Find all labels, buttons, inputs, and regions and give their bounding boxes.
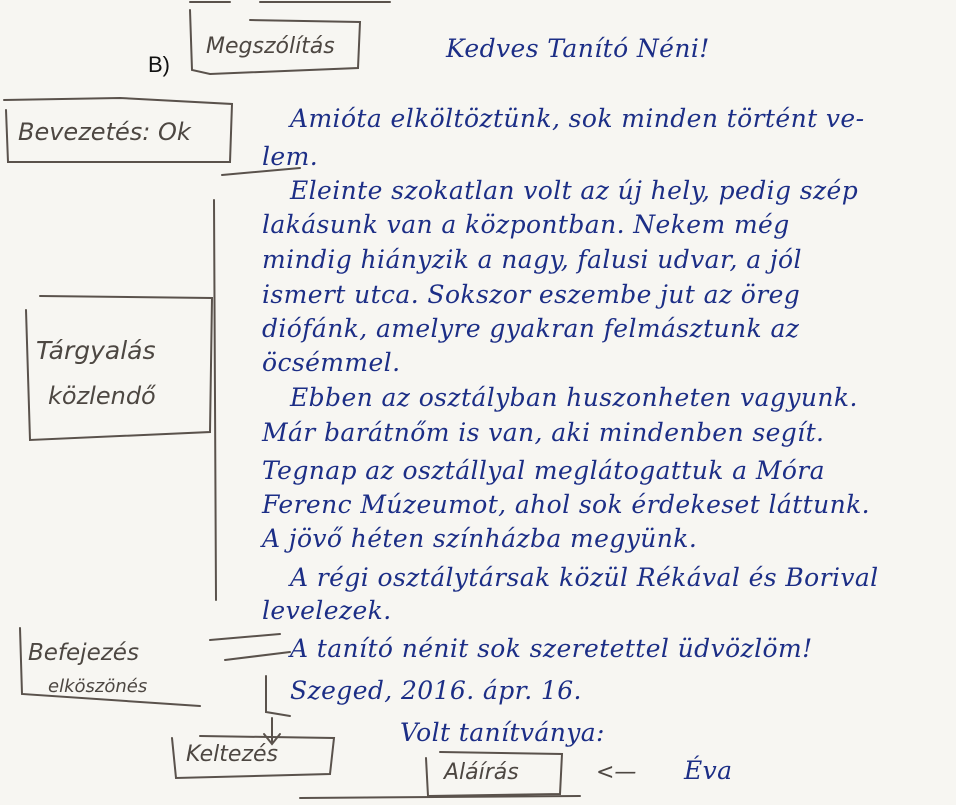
letter-line-11: Tegnap az osztállyal meglátogattuk a Móra	[262, 456, 825, 485]
letter-signature: Éva	[684, 756, 733, 785]
letter-line-4: lakásunk van a központban. Nekem még	[262, 210, 790, 239]
annotation-keltezes: Keltezés	[186, 742, 278, 767]
letter-closing: Volt tanítványa:	[400, 718, 605, 747]
annotation-bevezetes: Bevezetés: Ok	[18, 118, 191, 146]
annotation-targyalas: Tárgyalás	[36, 336, 156, 365]
annotation-alairas: Aláírás	[444, 760, 519, 785]
letter-line-14: A régi osztálytársak közül Rékával és Borival	[290, 563, 879, 592]
letter-line-15: levelezek.	[262, 596, 392, 625]
letter-line-6: ismert utca. Sokszor eszembe jut az öreg	[262, 280, 801, 309]
letter-line-2: lem.	[262, 142, 319, 171]
letter-line-7: diófánk, amelyre gyakran felmásztunk az	[262, 314, 800, 343]
section-marker: B)	[148, 52, 170, 77]
letter-line-10: Már barátnőm is van, aki mindenben segít.	[262, 418, 825, 447]
letter-line-13: A jövő héten színházba megyünk.	[262, 524, 698, 553]
letter-line-12: Ferenc Múzeumot, ahol sok érdekeset láttunk.	[262, 490, 871, 519]
letter-line-8: öcsémmel.	[262, 348, 401, 377]
letter-salutation: Kedves Tanító Néni!	[446, 34, 710, 63]
annotation-kozlendo: közlendő	[48, 382, 156, 410]
letter-line-1: Amióta elköltöztünk, sok minden történt ve-	[290, 104, 865, 133]
letter-line-16: A tanító nénit sok szeretettel üdvözlöm!	[290, 634, 813, 663]
arrow-to-signature: <—	[596, 760, 637, 785]
annotation-megszolitas: Megszólítás	[206, 34, 335, 59]
letter-line-3: Eleinte szokatlan volt az új hely, pedig szép	[290, 176, 859, 205]
annotation-befejezes: Befejezés	[28, 640, 139, 666]
annotation-elkoszones: elköszönés	[48, 676, 148, 697]
letter-place-date: Szeged, 2016. ápr. 16.	[290, 676, 582, 705]
letter-line-5: mindig hiányzik a nagy, falusi udvar, a jól	[262, 245, 802, 274]
letter-line-9: Ebben az osztályban huszonheten vagyunk.	[290, 383, 858, 412]
